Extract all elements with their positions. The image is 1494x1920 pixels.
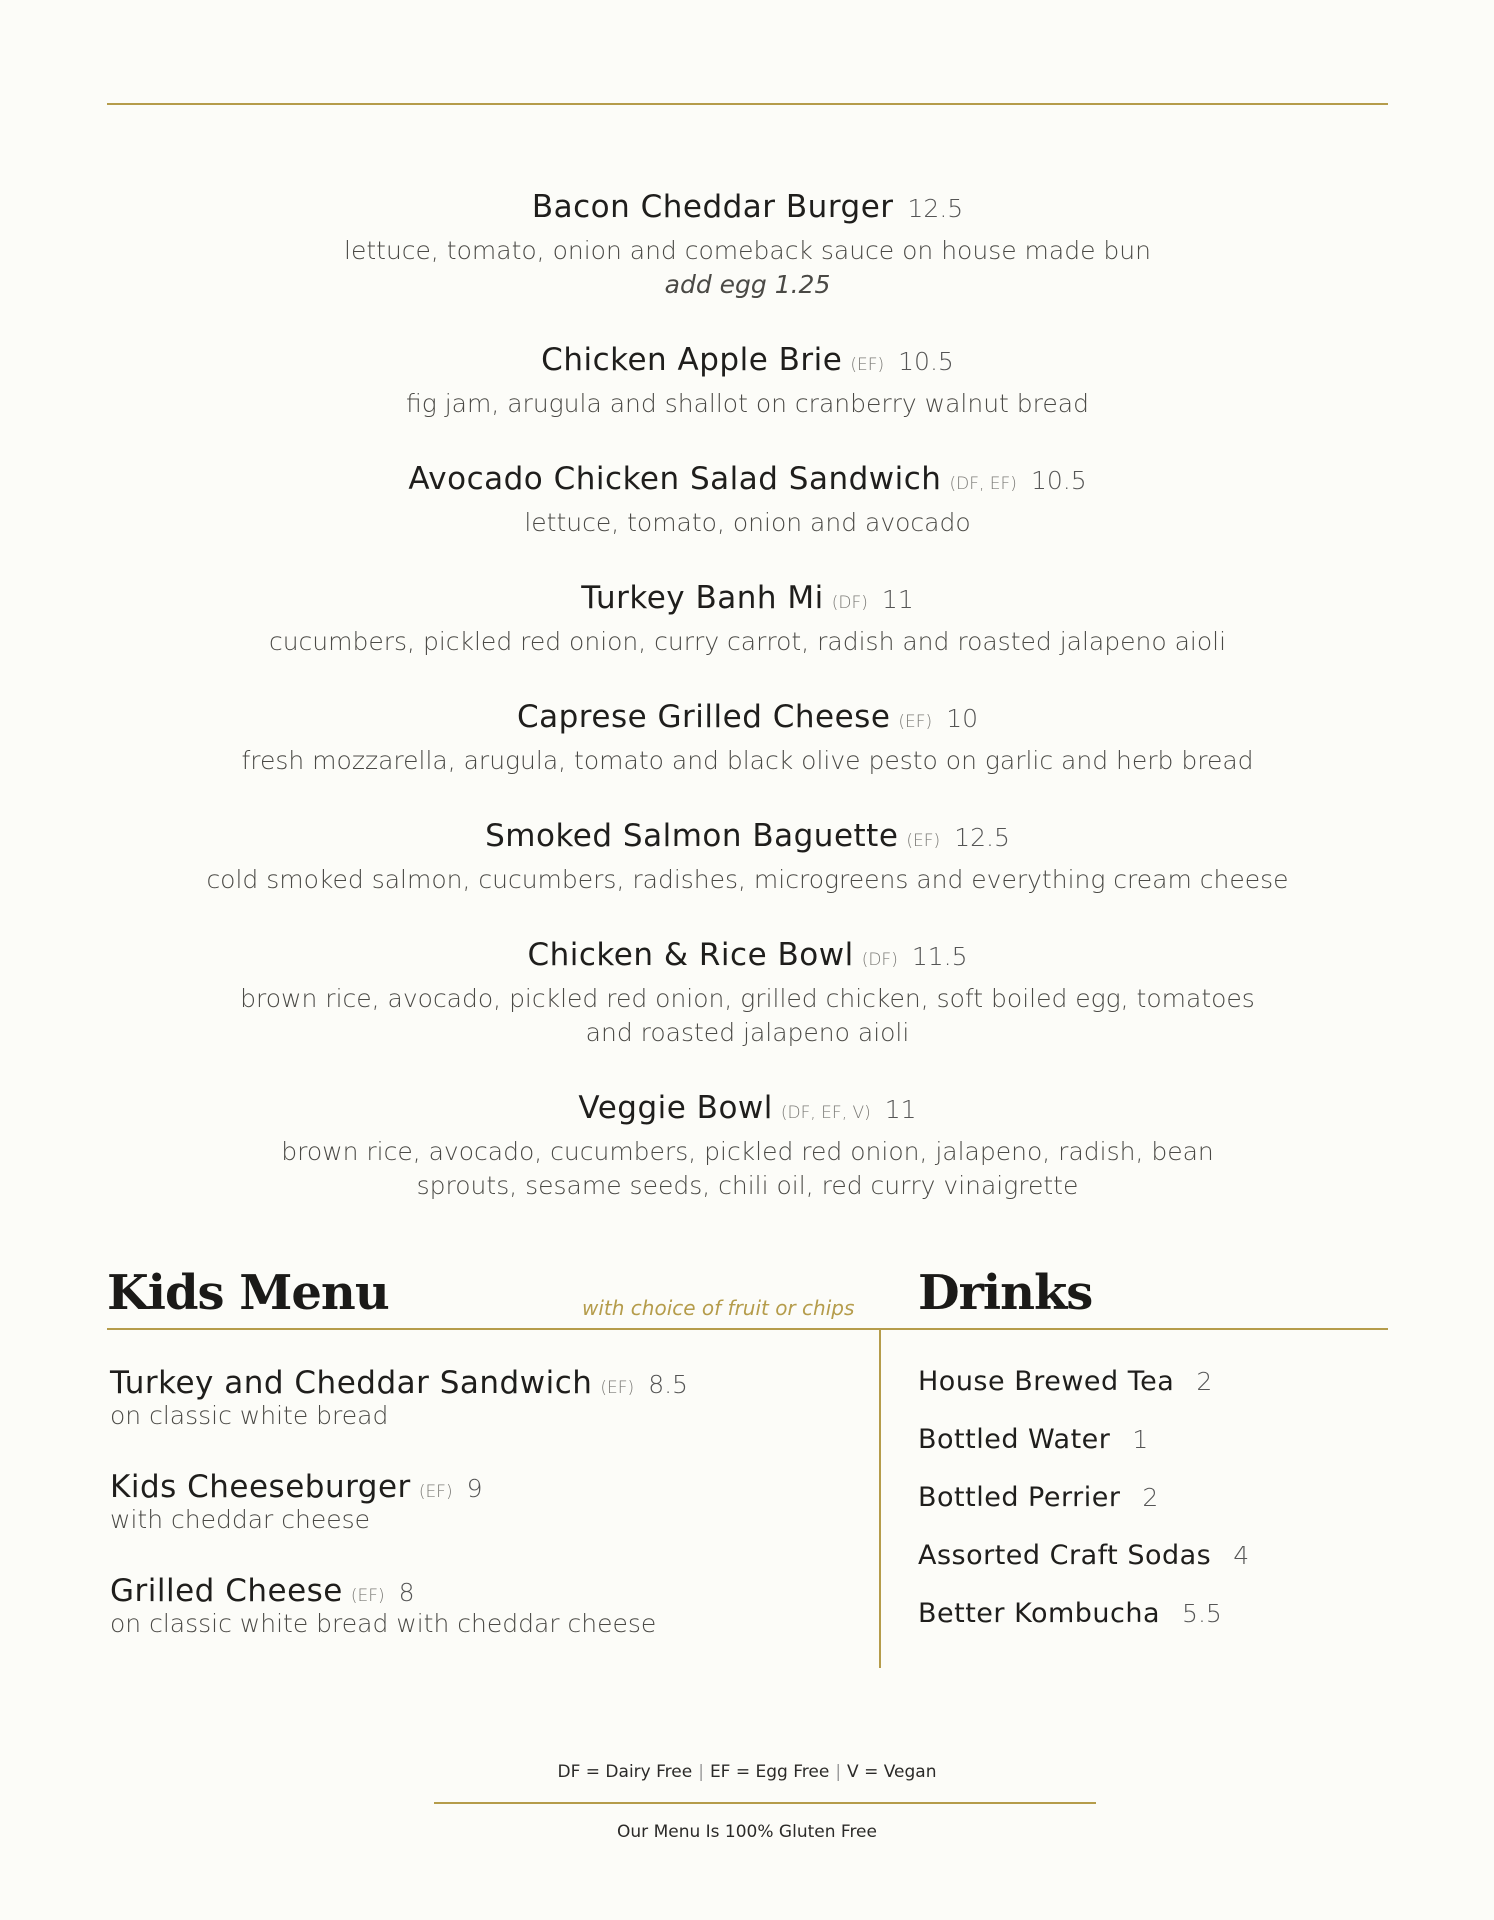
kids-item-price: 9 <box>466 1474 483 1503</box>
drink-item <box>918 1362 1378 1420</box>
drink-item <box>918 1594 1378 1652</box>
menu-item-description: cucumbers, pickled red onion, curry carrot, radish and roasted jalapeno aioli <box>268 627 1227 656</box>
menu-item-tags: (DF, EF) <box>949 474 1017 494</box>
menu-item-price: 12.5 <box>907 194 964 223</box>
legend-egg-free: EF = Egg Free <box>709 1762 830 1782</box>
kids-item-header <box>110 1573 870 1609</box>
legend-separator: | <box>835 1762 842 1782</box>
menu-item-name: Veggie Bowl <box>578 1090 773 1126</box>
menu-item-tags: (EF) <box>898 712 933 732</box>
kids-item-tags: (EF) <box>418 1482 453 1502</box>
menu-item <box>107 576 1388 659</box>
kids-menu-title: Kids Menu <box>107 1265 389 1321</box>
menu-item-header <box>107 1086 1388 1135</box>
kids-menu-note: with choice of fruit or chips <box>582 1296 855 1320</box>
menu-item-name: Smoked Salmon Baguette <box>485 818 899 854</box>
menu-item-header <box>107 695 1388 744</box>
menu-item-description: brown rice, avocado, cucumbers, pickled red onion, jalapeno, radish, bean sprouts, sesame seeds, chili oil, red curry vinaigrette <box>281 1137 1214 1200</box>
menu-item <box>107 695 1388 778</box>
drink-price: 2 <box>1142 1483 1159 1512</box>
drink-item <box>918 1536 1378 1594</box>
menu-item-header <box>107 814 1388 863</box>
dietary-legend <box>0 1762 1494 1782</box>
menu-item-tags: (DF, EF, V) <box>780 1103 871 1123</box>
section-divider <box>107 1328 1388 1330</box>
kids-item-price: 8.5 <box>648 1370 688 1399</box>
kids-menu-item <box>110 1469 870 1535</box>
menu-item <box>107 1086 1388 1203</box>
menu-item-price: 11.5 <box>911 942 968 971</box>
menu-item <box>107 338 1388 421</box>
menu-item-name: Avocado Chicken Salad Sandwich <box>408 461 942 497</box>
menu-item-name: Caprese Grilled Cheese <box>516 699 891 735</box>
menu-item-name: Bacon Cheddar Burger <box>531 189 894 225</box>
drink-item <box>918 1478 1378 1536</box>
kids-item-tags: (EF) <box>600 1378 635 1398</box>
drink-name: Bottled Perrier <box>918 1482 1121 1513</box>
drink-price: 5.5 <box>1182 1599 1222 1628</box>
menu-item-description: fresh mozzarella, arugula, tomato and black olive pesto on garlic and herb bread <box>241 746 1254 775</box>
kids-item-name: Grilled Cheese <box>110 1573 343 1609</box>
menu-item-tags: (EF) <box>850 355 885 375</box>
menu-item-tags: (DF) <box>831 593 868 613</box>
kids-item-price: 8 <box>398 1578 415 1607</box>
kids-item-name: Kids Cheeseburger <box>110 1469 411 1505</box>
drinks-title: Drinks <box>918 1265 1093 1321</box>
drink-price: 1 <box>1132 1425 1149 1454</box>
kids-item-description: with cheddar cheese <box>110 1505 370 1534</box>
menu-item <box>107 933 1388 1050</box>
menu-item-header <box>107 576 1388 625</box>
menu-item-price: 12.5 <box>954 823 1010 852</box>
menu-item-description: fig jam, arugula and shallot on cranberry walnut bread <box>406 389 1089 418</box>
menu-item-tags: (EF) <box>906 831 941 851</box>
menu-item-price: 10.5 <box>1030 466 1087 495</box>
menu-item-price: 10 <box>946 704 978 733</box>
kids-menu-list <box>110 1365 870 1677</box>
kids-item-tags: (EF) <box>350 1586 385 1606</box>
top-divider <box>107 103 1388 105</box>
kids-menu-item <box>110 1573 870 1639</box>
kids-item-description: on classic white bread <box>110 1401 389 1430</box>
menu-item-tags: (DF) <box>861 950 898 970</box>
kids-item-name: Turkey and Cheddar Sandwich <box>110 1365 593 1401</box>
drink-price: 2 <box>1196 1367 1213 1396</box>
menu-item-header <box>107 457 1388 506</box>
menu-item-header <box>107 185 1388 234</box>
legend-vegan: V = Vegan <box>847 1762 937 1782</box>
menu-item-name: Chicken Apple Brie <box>541 342 843 378</box>
kids-menu-item <box>110 1365 870 1431</box>
menu-item <box>107 185 1388 302</box>
drinks-list <box>918 1362 1378 1652</box>
menu-item-price: 10.5 <box>898 347 954 376</box>
drink-name: Bottled Water <box>918 1424 1111 1455</box>
menu-item-price: 11 <box>884 1095 917 1124</box>
menu-item-addon: add egg 1.25 <box>664 270 831 299</box>
kids-item-description: on classic white bread with cheddar cheese <box>110 1609 657 1638</box>
main-menu-list <box>107 185 1388 1239</box>
bottom-divider <box>434 1802 1096 1804</box>
drink-name: House Brewed Tea <box>918 1366 1175 1397</box>
kids-item-header <box>110 1365 870 1401</box>
gluten-free-note: Our Menu Is 100% Gluten Free <box>617 1822 877 1842</box>
drink-price: 4 <box>1233 1541 1250 1570</box>
legend-separator: | <box>698 1762 704 1782</box>
menu-item-header <box>107 338 1388 387</box>
drink-name: Better Kombucha <box>918 1598 1161 1629</box>
menu-item-name: Chicken & Rice Bowl <box>527 937 854 973</box>
drink-name: Assorted Craft Sodas <box>918 1540 1212 1571</box>
menu-item-name: Turkey Banh Mi <box>581 580 824 616</box>
menu-item-description: lettuce, tomato, onion and comeback sauce on house made bun <box>344 236 1151 265</box>
column-divider <box>879 1330 881 1668</box>
kids-item-header <box>110 1469 870 1505</box>
menu-item-price: 11 <box>881 585 914 614</box>
legend-dairy-free: DF = Dairy Free <box>557 1762 693 1782</box>
menu-item-description: brown rice, avocado, pickled red onion, grilled chicken, soft boiled egg, tomatoes and roasted jalapeno aioli <box>240 984 1255 1047</box>
menu-item-description: cold smoked salmon, cucumbers, radishes, microgreens and everything cream cheese <box>206 865 1289 894</box>
menu-item <box>107 457 1388 540</box>
menu-item <box>107 814 1388 897</box>
menu-item-description: lettuce, tomato, onion and avocado <box>524 508 971 537</box>
menu-item-header <box>107 933 1388 982</box>
drink-item <box>918 1420 1378 1478</box>
